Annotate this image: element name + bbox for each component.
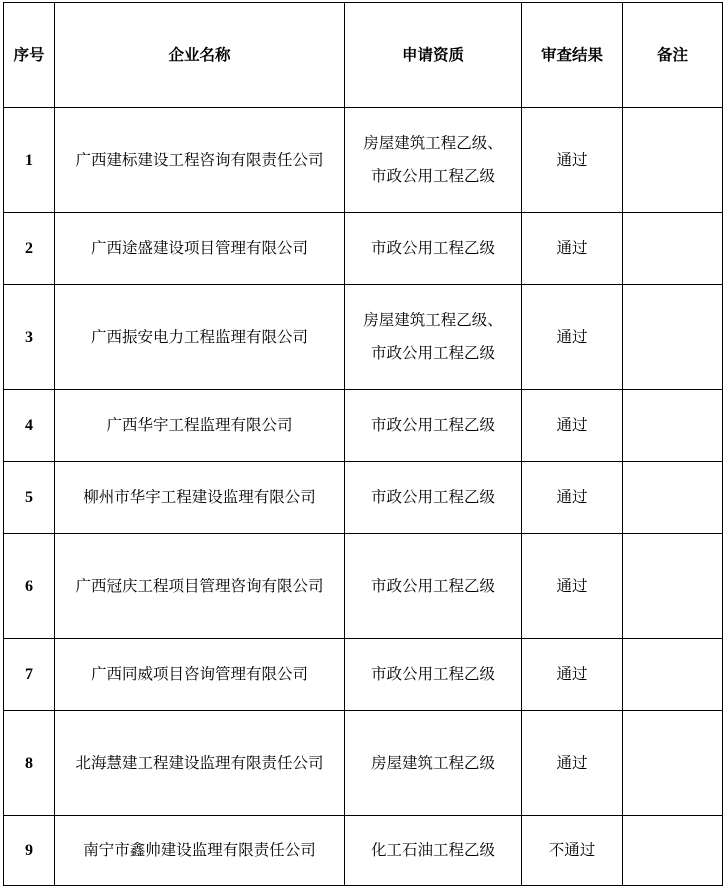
row-result: 不通过 xyxy=(522,816,623,886)
table-row xyxy=(4,285,723,390)
header-qualification: 申请资质 xyxy=(345,3,522,108)
row-company-name: 广西华宇工程监理有限公司 xyxy=(55,390,345,462)
row-company-name: 广西振安电力工程监理有限公司 xyxy=(55,285,345,390)
row-remark xyxy=(623,213,723,285)
table-row xyxy=(4,534,723,639)
row-company-name: 广西途盛建设项目管理有限公司 xyxy=(55,213,345,285)
table-row xyxy=(4,390,723,462)
row-seq: 3 xyxy=(4,285,55,390)
row-seq: 6 xyxy=(4,534,55,639)
row-qualification: 市政公用工程乙级 xyxy=(345,534,522,639)
header-remark: 备注 xyxy=(623,3,723,108)
row-result: 通过 xyxy=(522,108,623,213)
header-result: 审查结果 xyxy=(522,3,623,108)
row-company-name: 广西冠庆工程项目管理咨询有限公司 xyxy=(55,534,345,639)
row-seq: 7 xyxy=(4,639,55,711)
row-remark xyxy=(623,534,723,639)
row-seq: 4 xyxy=(4,390,55,462)
row-result: 通过 xyxy=(522,534,623,639)
row-seq: 1 xyxy=(4,108,55,213)
row-seq: 8 xyxy=(4,711,55,816)
row-remark xyxy=(623,108,723,213)
row-seq: 9 xyxy=(4,816,55,886)
row-result: 通过 xyxy=(522,390,623,462)
row-result: 通过 xyxy=(522,639,623,711)
row-remark xyxy=(623,816,723,886)
row-result: 通过 xyxy=(522,711,623,816)
row-seq: 2 xyxy=(4,213,55,285)
table-row xyxy=(4,108,723,213)
row-qualification: 市政公用工程乙级 xyxy=(345,639,522,711)
header-company-name: 企业名称 xyxy=(55,3,345,108)
row-result: 通过 xyxy=(522,285,623,390)
row-seq: 5 xyxy=(4,462,55,534)
row-remark xyxy=(623,639,723,711)
table-header-row xyxy=(4,3,723,108)
row-company-name: 广西同威项目咨询管理有限公司 xyxy=(55,639,345,711)
row-result: 通过 xyxy=(522,213,623,285)
row-company-name: 广西建标建设工程咨询有限责任公司 xyxy=(55,108,345,213)
qualification-review-table xyxy=(3,2,723,886)
table-row xyxy=(4,462,723,534)
row-company-name: 北海慧建工程建设监理有限责任公司 xyxy=(55,711,345,816)
row-qualification: 市政公用工程乙级 xyxy=(345,213,522,285)
table-row xyxy=(4,711,723,816)
row-qualification: 化工石油工程乙级 xyxy=(345,816,522,886)
row-remark xyxy=(623,711,723,816)
row-qualification: 房屋建筑工程乙级、市政公用工程乙级 xyxy=(345,285,522,390)
row-remark xyxy=(623,285,723,390)
table-row xyxy=(4,816,723,886)
table-row xyxy=(4,213,723,285)
row-qualification: 市政公用工程乙级 xyxy=(345,462,522,534)
row-remark xyxy=(623,462,723,534)
row-result: 通过 xyxy=(522,462,623,534)
row-qualification: 房屋建筑工程乙级、市政公用工程乙级 xyxy=(345,108,522,213)
row-remark xyxy=(623,390,723,462)
table-row xyxy=(4,639,723,711)
row-qualification: 房屋建筑工程乙级 xyxy=(345,711,522,816)
row-company-name: 南宁市鑫帅建设监理有限责任公司 xyxy=(55,816,345,886)
row-qualification: 市政公用工程乙级 xyxy=(345,390,522,462)
header-seq: 序号 xyxy=(4,3,55,108)
row-company-name: 柳州市华宇工程建设监理有限公司 xyxy=(55,462,345,534)
